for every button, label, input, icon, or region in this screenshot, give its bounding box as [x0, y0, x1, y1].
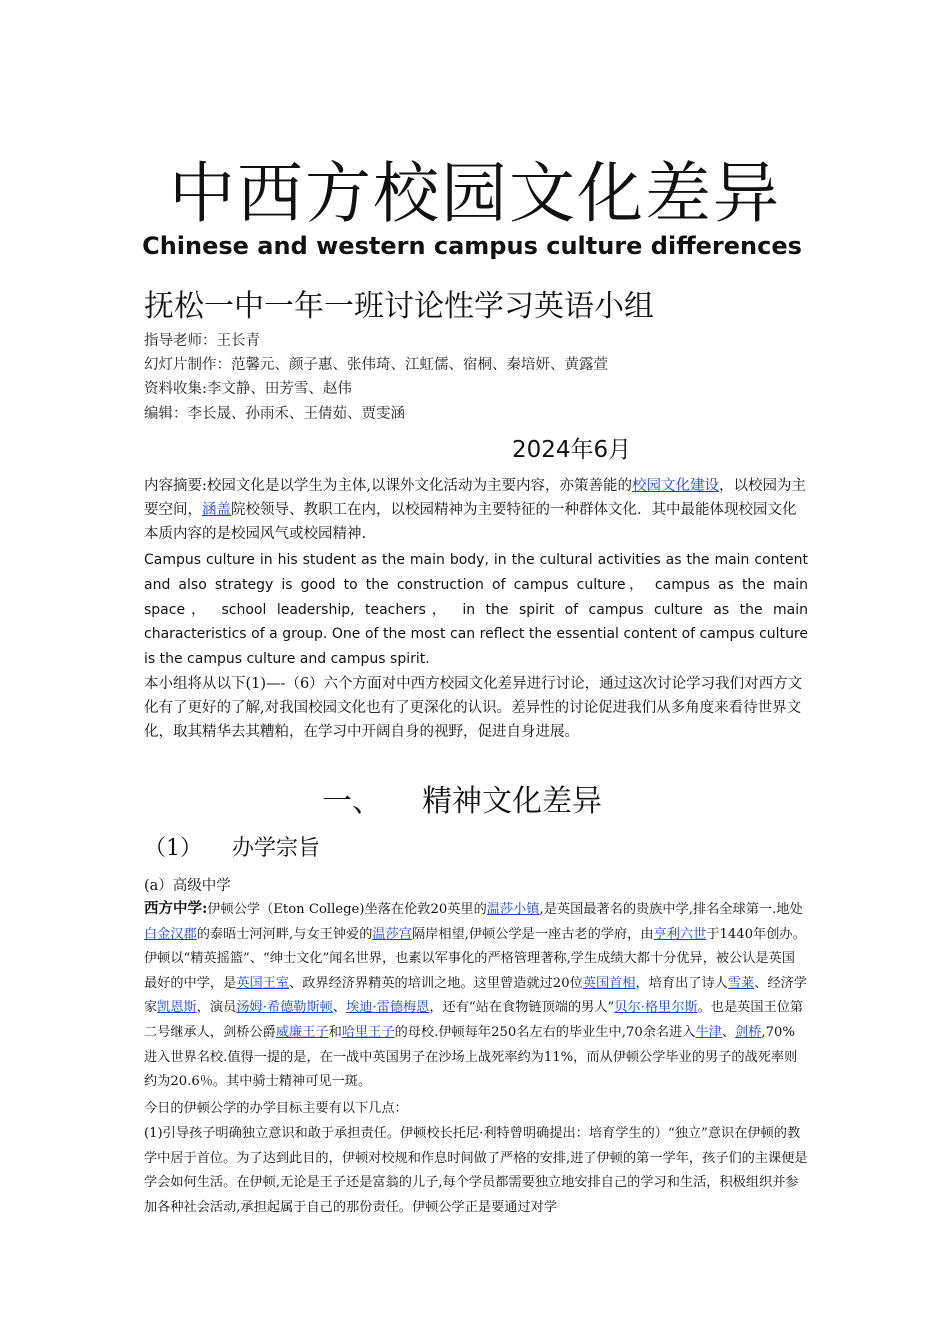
body-text: 、经济学家 — [144, 975, 807, 1016]
section-heading — [322, 776, 602, 820]
body-text: ，演员 — [196, 1000, 237, 1016]
eton-paragraph — [144, 897, 808, 1095]
section-number: 一、 — [322, 784, 382, 819]
body-text: 、政界经济界精英的培训之地。这里曾造就过20位 — [289, 975, 583, 991]
body-text: ,70%进入世界名校.值得一提的是，在一战中英国男子在沙场上战死率约为11%，而从伊顿公学毕业的男子的战死率则约为20.6％。其中骑士精神可见一斑。 — [144, 1024, 798, 1090]
paragraph-lead: 西方中学: — [144, 900, 208, 917]
cover-link[interactable]: 涵盖 — [202, 501, 231, 518]
body-text: 的泰晤士河河畔,与女王钟爱的 — [196, 926, 373, 942]
body-text: 。也是英国王位第二号继承人，剑桥公爵 — [144, 1000, 804, 1040]
body-text: 的母校.伊顿每年250名左右的毕业生中,70余名进入 — [394, 1024, 696, 1040]
body-text: 于1440年创办。伊顿以“精英摇篮”、“绅士文化”闻名世界，也素以军事化的严格管理著称,学生成绩大都十分优异，被公认是英国最好的中学，是 — [144, 926, 806, 991]
body-text: 和 — [328, 1024, 342, 1040]
subsection-number: （1） — [144, 836, 202, 861]
body-text: ,是英国最著名的贵族中学,排名全球第一.地处 — [539, 902, 803, 917]
henry-vi-link[interactable]: 亨利六世 — [653, 926, 707, 942]
cambridge-link[interactable]: 剑桥 — [735, 1024, 762, 1040]
group-name: 抚松一中一年一班讨论性学习英语小组 — [144, 289, 654, 324]
british-royal-family-link[interactable]: 英国王室 — [236, 975, 290, 991]
credit-editors: 编辑：李长晟、孙雨禾、王倩茹、贾雯涵 — [144, 406, 405, 422]
prince-william-link[interactable]: 威廉王子 — [275, 1024, 329, 1040]
british-prime-minister-link[interactable]: 英国首相 — [582, 975, 636, 991]
credit-slides: 幻灯片制作：范馨元、颜子惠、张伟琦、江虹儒、宿桐、秦培妍、黄露萱 — [144, 357, 608, 373]
body-text: ，培育出了诗人 — [635, 975, 728, 991]
tom-hiddleston-link[interactable]: 汤姆·希德勒斯顿 — [236, 1000, 333, 1016]
goals-intro: 今日的伊顿公学的办学目标主要有以下几点： — [144, 1101, 408, 1116]
credit-research: 资料收集:李文静、田芳雪、赵伟 — [144, 381, 352, 397]
prince-harry-link[interactable]: 哈里王子 — [341, 1024, 395, 1040]
document-subtitle: Chinese and western campus culture differences — [142, 232, 802, 260]
body-text: 、 — [721, 1024, 736, 1040]
body-text: 隔岸相望,伊顿公学是一座古老的学府，由 — [411, 926, 654, 942]
bear-grylls-link[interactable]: 贝尔·格里尔斯 — [614, 1000, 698, 1016]
credit-advisor: 指导老师：王长青 — [144, 333, 260, 349]
document-date: 2024年6月 — [512, 437, 632, 463]
windsor-castle-link[interactable]: 温莎宫 — [372, 926, 412, 942]
intro-paragraph: 本小组将从以下(1)—-（6）六个方面对中西方校园文化差异进行讨论，通过这次讨论学习我们对西方文化有了更好的了解,对我国校园文化也有了更深化的认识。差异性的讨论促进我们从多角度来看待世界文化，取其精华去其糟粕，在学习中开阔自身的视野，促进自身进展。 — [144, 676, 803, 740]
abstract-text: 内容摘要:校园文化是以学生为主体,以课外文化活动为主要内容，亦策善能的 — [144, 478, 632, 494]
english-abstract: Campus culture in his student as the main body, in the cultural activities as the main content and also strategy is good to the construction of campus culture， campus as the main space， school leadership, teachers， in the spirit of campus culture as the main characteristics of a group. One of the most can reflect the essential content of campus culture is the campus culture and campus spirit. — [144, 552, 808, 668]
document-title: 中西方校园文化差异 — [169, 155, 781, 232]
subsection-title: 办学宗旨 — [232, 836, 321, 861]
body-text: 、 — [332, 1000, 347, 1016]
abstract-paragraph — [144, 475, 808, 546]
abstract-text: 院校领导、教职工在内，以校园精神为主要特征的一种群体文化．其中最能体现校园文化本质内容的是校园风气或校园精神. — [144, 501, 797, 542]
campus-culture-link[interactable]: 校园文化建设 — [632, 478, 719, 494]
body-text: 伊顿公学（Eton College)坐落在伦敦20英里的 — [207, 902, 487, 917]
subsection-heading — [144, 831, 320, 862]
item-heading: (a）高级中学 — [144, 878, 231, 894]
shelley-link[interactable]: 雪莱 — [727, 975, 755, 991]
oxford-link[interactable]: 牛津 — [695, 1024, 722, 1040]
windsor-town-link[interactable]: 温莎小镇 — [486, 902, 540, 917]
keynes-link[interactable]: 凯恩斯 — [157, 1000, 197, 1016]
section-title: 精神文化差异 — [422, 784, 602, 819]
body-text: ，还有“站在食物链顶端的男人” — [429, 1000, 615, 1016]
abstract-text: ，以校园为主要空间， — [144, 478, 806, 518]
goal-1-paragraph: (1)引导孩子明确独立意识和敢于承担责任。伊顿校长托尼·利特曾明确提出：培育学生的）“独立”意识在伊顿的教学中居于首位。为了达到此目的，伊顿对校规和作息时间做了严格的安排,进了伊顿的第一学年，孩子们的主课便是学会如何生活。在伊顿,无论是王子还是富翁的儿子,每个学员都需要独立地安排自己的学习和生活，积极组织并参加各种社会活动,承担起属于自己的那份责任。伊顿公学正是要通过对学 — [144, 1126, 808, 1215]
eddie-redmayne-link[interactable]: 埃迪·雷德梅恩 — [346, 1000, 430, 1016]
buckinghamshire-link[interactable]: 白金汉郡 — [144, 926, 197, 942]
